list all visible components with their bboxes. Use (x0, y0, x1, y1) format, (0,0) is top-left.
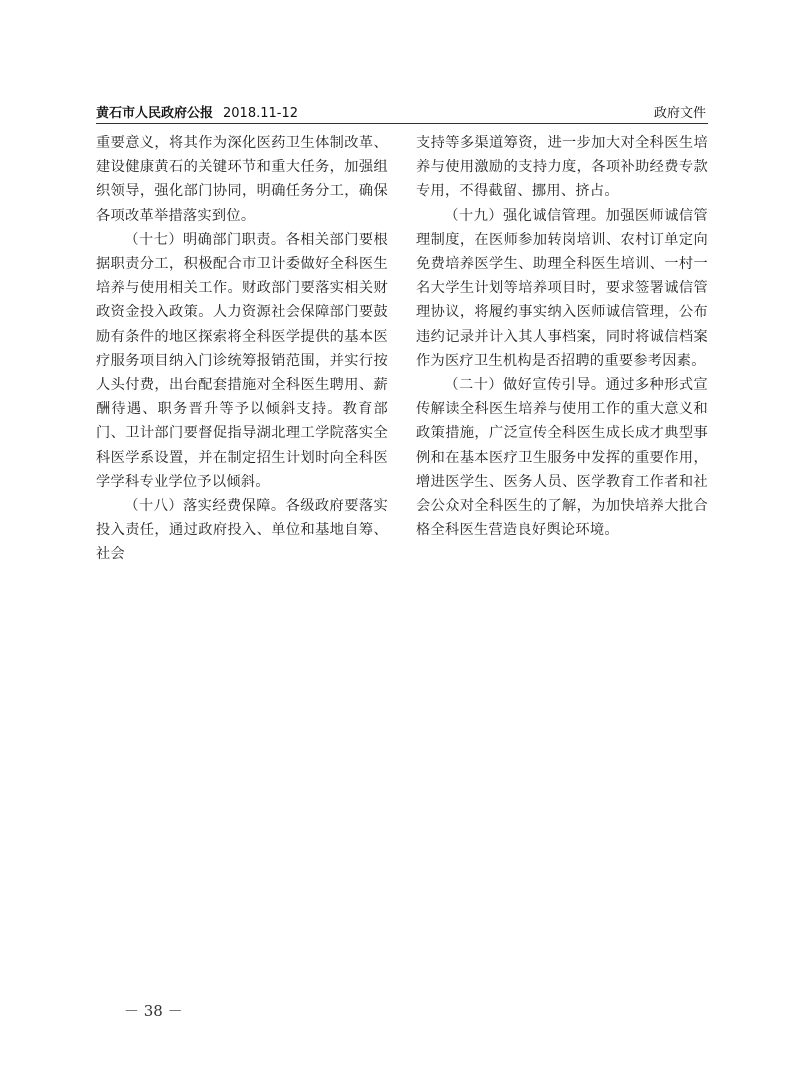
paragraph-item-18: （十八）落实经费保障。各级政府要落实投入责任，通过政府投入、单位和基地自筹、社会 (96, 498, 388, 563)
issue-date: 2018.11-12 (223, 106, 299, 121)
page-number: － 38 － (124, 1002, 183, 1020)
paragraph-item-17: （十七）明确部门职责。各相关部门要根据职责分工，积极配合市卫计委做好全科医生培养与使用相关工作。财政部门要落实相关财政资金投入政策。人力资源社会保障部门要鼓励有条件的地区探索将全科医学提供的基本医疗服务项目纳入门诊统筹报销范围，并实行按人头付费，出台配套措施对全科医生聘用、薪酬待遇、职务晋升等予以倾斜支持。教育部门、卫计部门要督促指导湖北理工学院落实全科医学系设置，并在制定招生计划时向全科医学学科专业学位予以倾斜。 (96, 231, 388, 490)
header-divider (96, 123, 708, 124)
page-header (96, 100, 706, 122)
publication-name: 黄石市人民政府公报 (96, 106, 214, 121)
paragraph-item-20: （二十）做好宣传引导。通过多种形式宣传解读全科医生培养与使用工作的重大意义和政策措施，广泛宣传全科医生成长成才典型事例和在基本医疗卫生服务中发挥的重要作用，增进医学生、医务人员、医学教育工作者和社会公众对全科医生的了解，为加快培养大批合格全科医生营造良好舆论环境。 (416, 377, 708, 539)
paragraph-item-19: （十九）强化诚信管理。加强医师诚信管理制度，在医师参加转岗培训、农村订单定向免费培养医学生、助理全科医生培训、一村一名大学生计划等培养项目时，要求签署诚信管理协议，将履约事实纳入医师诚信管理，公布违约记录并计入其人事档案，同时将诚信档案作为医疗卫生机构是否招聘的重要参考因素。 (416, 207, 708, 369)
publication-title (96, 102, 298, 121)
paragraph-continuation: 重要意义，将其作为深化医药卫生体制改革、建设健康黄石的关键环节和重大任务，加强组织领导，强化部门协同，明确任务分工，确保各项改革举措落实到位。 (96, 135, 388, 224)
paragraph-item-18-continued: 支持等多渠道筹资，进一步加大对全科医生培养与使用激励的支持力度，各项补助经费专款专用，不得截留、挪用、挤占。 (416, 135, 708, 200)
right-column (416, 131, 708, 542)
left-column (96, 131, 388, 567)
section-label: 政府文件 (653, 106, 706, 121)
